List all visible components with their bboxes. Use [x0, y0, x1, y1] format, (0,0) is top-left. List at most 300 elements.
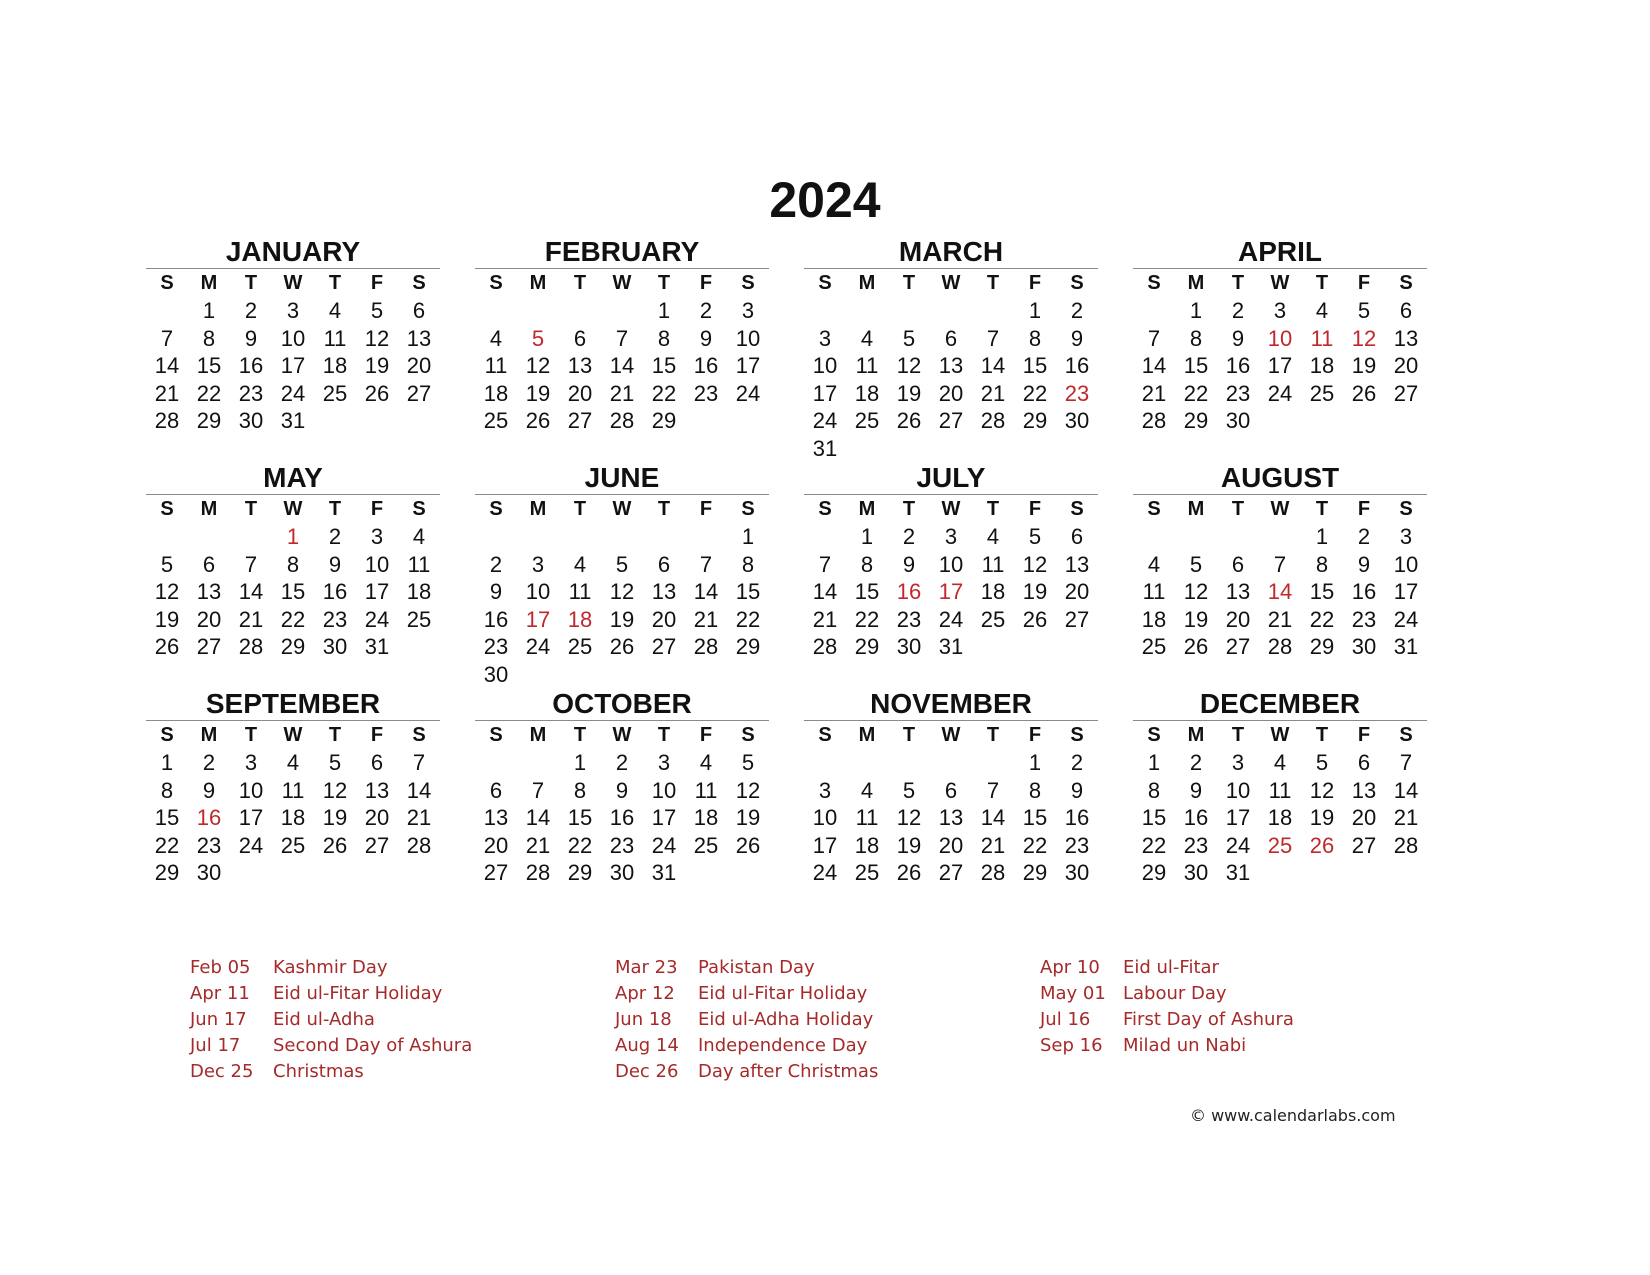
holiday-entry — [615, 955, 878, 981]
day-cell: 21 — [1393, 805, 1419, 830]
empty-cell — [804, 297, 846, 325]
day-cell: 2 — [615, 750, 629, 775]
weekday-label: T — [573, 498, 587, 520]
weekday-label: T — [1231, 724, 1245, 746]
day-cell: 25 — [1309, 380, 1335, 406]
holiday-entry — [1040, 981, 1294, 1007]
weekday-label: S — [1147, 498, 1161, 520]
day-cell: 27 — [1064, 606, 1090, 632]
weekday-header — [804, 495, 1098, 523]
day-cell: 2 — [902, 524, 916, 549]
day-cell: 1 — [1028, 298, 1042, 323]
month-april — [1133, 236, 1427, 435]
weekday-header — [1133, 269, 1427, 297]
day-cell: 15 — [196, 353, 222, 378]
day-cell: 21 — [1267, 606, 1293, 632]
day-cell: 24 — [280, 380, 306, 406]
day-cell: 24 — [1267, 380, 1293, 406]
day-cell: 16 — [238, 353, 264, 378]
weekday-label: S — [160, 498, 174, 520]
day-cell: 3 — [944, 524, 958, 549]
empty-cell — [517, 523, 559, 551]
weekday-label: F — [370, 272, 384, 294]
day-cell: 14 — [980, 353, 1006, 378]
day-cell: 19 — [609, 606, 635, 632]
weekday-label: S — [1147, 724, 1161, 746]
day-cell: 20 — [938, 832, 964, 858]
day-cell: 29 — [280, 634, 306, 659]
day-cell: 13 — [938, 805, 964, 830]
day-cell: 10 — [1225, 777, 1251, 803]
weekday-label: F — [1028, 272, 1042, 294]
day-cell: 24 — [812, 408, 838, 433]
empty-cell — [888, 749, 930, 777]
day-cell: 13 — [651, 579, 677, 604]
day-cell: 28 — [238, 634, 264, 659]
day-cell: 1 — [1028, 750, 1042, 775]
day-cell: 3 — [1399, 524, 1413, 549]
month-name: MAY — [263, 462, 323, 493]
weekday-header — [146, 495, 440, 523]
holiday-day: 12 — [1351, 325, 1377, 351]
holiday-date: Jun 18 — [615, 1009, 672, 1030]
day-cell: 30 — [1183, 860, 1209, 885]
empty-cell — [601, 297, 643, 325]
day-cell: 24 — [938, 606, 964, 632]
weekday-label: F — [1357, 724, 1371, 746]
day-cell: 1 — [657, 298, 671, 323]
day-cell: 25 — [483, 408, 509, 433]
empty-cell — [559, 523, 601, 551]
day-cell: 6 — [657, 551, 671, 577]
day-cell: 30 — [238, 408, 264, 433]
holiday-day: 18 — [567, 606, 593, 632]
month-name: FEBRUARY — [544, 236, 700, 267]
day-grid — [475, 297, 769, 435]
day-cell: 7 — [1273, 551, 1287, 577]
day-cell: 22 — [1183, 380, 1209, 406]
day-cell: 30 — [896, 634, 922, 659]
day-cell: 28 — [812, 634, 838, 659]
weekday-label: S — [412, 724, 426, 746]
weekday-label: W — [283, 724, 303, 746]
day-cell: 7 — [699, 551, 713, 577]
day-cell: 5 — [1357, 298, 1371, 323]
day-cell: 1 — [160, 750, 174, 775]
day-cell: 4 — [573, 551, 587, 577]
empty-cell — [559, 297, 601, 325]
day-cell: 23 — [1064, 832, 1090, 858]
day-cell: 11 — [855, 805, 879, 830]
holiday-date: May 01 — [1040, 983, 1106, 1004]
weekday-header — [475, 269, 769, 297]
weekday-label: S — [1147, 272, 1161, 294]
holiday-day: 23 — [1064, 380, 1090, 406]
day-cell: 19 — [896, 832, 922, 858]
day-cell: 7 — [615, 325, 629, 351]
day-cell: 25 — [1141, 634, 1167, 659]
day-cell: 28 — [1141, 408, 1167, 433]
month-name: JANUARY — [225, 236, 361, 267]
day-cell: 16 — [1351, 579, 1377, 604]
day-cell: 29 — [567, 860, 593, 885]
day-cell: 3 — [1273, 298, 1287, 323]
weekday-label: S — [489, 272, 503, 294]
day-cell: 12 — [154, 579, 180, 604]
day-cell: 21 — [154, 380, 180, 406]
day-cell: 6 — [944, 325, 958, 351]
day-cell: 3 — [818, 777, 832, 803]
day-cell: 20 — [1064, 579, 1090, 604]
day-cell: 5 — [741, 750, 755, 775]
day-cell: 20 — [364, 805, 390, 830]
weekday-label: M — [858, 724, 876, 746]
weekday-label: T — [244, 724, 258, 746]
day-cell: 21 — [980, 832, 1006, 858]
holiday-name: Eid ul-Fitar — [1123, 957, 1219, 978]
empty-cell — [475, 297, 517, 325]
copyright-footer: © www.calendarlabs.com — [1190, 1106, 1396, 1125]
day-cell: 22 — [735, 606, 761, 632]
day-cell: 2 — [699, 298, 713, 323]
day-cell: 21 — [1141, 380, 1167, 406]
day-cell: 4 — [860, 325, 874, 351]
day-cell: 23 — [483, 634, 509, 659]
empty-cell — [846, 749, 888, 777]
holiday-name: Eid ul-Adha — [273, 1009, 375, 1030]
holiday-date: Apr 10 — [1040, 957, 1100, 978]
holiday-date: Dec 26 — [615, 1061, 679, 1082]
holiday-day: 26 — [1309, 832, 1335, 858]
weekday-label: T — [1315, 724, 1329, 746]
empty-cell — [1133, 523, 1175, 551]
day-cell: 26 — [896, 408, 922, 433]
day-cell: 23 — [896, 606, 922, 632]
day-cell: 5 — [1315, 750, 1329, 775]
weekday-label: S — [1070, 272, 1084, 294]
day-cell: 14 — [980, 805, 1006, 830]
weekday-label: T — [328, 724, 342, 746]
day-cell: 14 — [1393, 777, 1419, 803]
weekday-label: F — [699, 498, 713, 520]
day-cell: 13 — [1225, 579, 1251, 604]
holiday-day: 10 — [1267, 325, 1293, 351]
day-cell: 5 — [160, 551, 174, 577]
day-cell: 26 — [1351, 380, 1377, 406]
day-cell: 12 — [896, 805, 922, 830]
day-cell: 17 — [1267, 353, 1293, 378]
weekday-label: S — [412, 498, 426, 520]
day-cell: 7 — [986, 777, 1000, 803]
month-october — [475, 688, 769, 887]
weekday-label: S — [1399, 498, 1413, 520]
weekday-label: T — [902, 724, 916, 746]
day-cell: 15 — [735, 579, 761, 604]
day-cell: 29 — [1141, 860, 1167, 885]
day-cell: 28 — [693, 634, 719, 659]
day-cell: 31 — [280, 408, 306, 433]
day-cell: 12 — [364, 325, 390, 351]
holiday-day: 17 — [525, 606, 551, 632]
day-cell: 21 — [406, 805, 432, 830]
day-cell: 15 — [1022, 805, 1048, 830]
day-grid — [1133, 297, 1427, 435]
holiday-date: Sep 16 — [1040, 1035, 1103, 1056]
weekday-label: T — [986, 498, 1000, 520]
empty-cell — [517, 297, 559, 325]
weekday-label: M — [200, 724, 218, 746]
day-cell: 17 — [1225, 805, 1251, 830]
weekday-label: S — [1070, 498, 1084, 520]
day-cell: 29 — [1022, 408, 1048, 433]
day-cell: 9 — [328, 551, 342, 577]
day-cell: 13 — [938, 353, 964, 378]
holiday-name: First Day of Ashura — [1123, 1009, 1294, 1030]
day-cell: 29 — [651, 408, 677, 433]
weekday-label: M — [858, 272, 876, 294]
day-grid — [146, 297, 440, 435]
weekday-label: F — [1357, 498, 1371, 520]
day-cell: 6 — [1399, 298, 1413, 323]
weekday-label: T — [573, 724, 587, 746]
day-cell: 23 — [609, 832, 635, 858]
holiday-entry — [190, 1059, 472, 1085]
day-cell: 6 — [489, 777, 503, 803]
day-cell: 6 — [202, 551, 216, 577]
day-cell: 2 — [489, 551, 503, 577]
day-grid — [146, 749, 440, 887]
day-cell: 17 — [812, 380, 838, 406]
day-cell: 3 — [244, 750, 258, 775]
day-cell: 16 — [1064, 353, 1090, 378]
month-august — [1133, 462, 1427, 661]
weekday-label: M — [858, 498, 876, 520]
empty-cell — [146, 297, 188, 325]
day-cell: 12 — [1183, 579, 1209, 604]
day-cell: 13 — [1351, 777, 1377, 803]
day-cell: 12 — [609, 579, 635, 604]
holiday-entry — [190, 981, 472, 1007]
day-cell: 11 — [694, 777, 718, 803]
weekday-label: S — [741, 724, 755, 746]
day-cell: 18 — [280, 805, 306, 830]
day-cell: 12 — [735, 777, 761, 803]
day-cell: 11 — [1268, 777, 1292, 803]
day-cell: 26 — [1022, 606, 1048, 632]
weekday-label: M — [529, 498, 547, 520]
holiday-day: 16 — [896, 579, 922, 604]
day-cell: 4 — [986, 524, 1000, 549]
day-cell: 21 — [812, 606, 838, 632]
day-cell: 22 — [854, 606, 880, 632]
day-cell: 24 — [735, 380, 761, 406]
weekday-label: S — [489, 724, 503, 746]
day-cell: 18 — [980, 579, 1006, 604]
day-cell: 20 — [567, 380, 593, 406]
day-cell: 22 — [1309, 606, 1335, 632]
holiday-entry — [615, 1007, 878, 1033]
day-cell: 22 — [154, 832, 180, 858]
day-cell: 15 — [854, 579, 880, 604]
day-cell: 21 — [525, 832, 551, 858]
holiday-date: Apr 12 — [615, 983, 675, 1004]
day-cell: 21 — [693, 606, 719, 632]
holiday-name: Kashmir Day — [273, 957, 388, 978]
day-cell: 7 — [244, 551, 258, 577]
empty-cell — [972, 297, 1014, 325]
day-cell: 16 — [1064, 805, 1090, 830]
weekday-label: T — [328, 498, 342, 520]
day-cell: 11 — [484, 353, 508, 378]
day-cell: 29 — [154, 860, 180, 885]
day-cell: 17 — [238, 805, 264, 830]
weekday-label: T — [244, 272, 258, 294]
day-cell: 8 — [1147, 777, 1161, 803]
day-cell: 18 — [854, 380, 880, 406]
day-grid — [804, 297, 1098, 462]
day-cell: 2 — [328, 524, 342, 549]
empty-cell — [230, 523, 272, 551]
day-cell: 8 — [573, 777, 587, 803]
month-june — [475, 462, 769, 688]
weekday-label: T — [1315, 498, 1329, 520]
day-cell: 9 — [244, 325, 258, 351]
day-cell: 7 — [986, 325, 1000, 351]
day-cell: 19 — [525, 380, 551, 406]
day-cell: 26 — [525, 408, 551, 433]
weekday-label: M — [1187, 272, 1205, 294]
day-grid — [804, 523, 1098, 661]
day-cell: 5 — [328, 750, 342, 775]
month-name: JUNE — [584, 462, 660, 493]
month-november — [804, 688, 1098, 887]
day-grid — [1133, 749, 1427, 887]
day-cell: 9 — [902, 551, 916, 577]
day-cell: 30 — [1225, 408, 1251, 433]
day-cell: 22 — [567, 832, 593, 858]
day-cell: 20 — [938, 380, 964, 406]
day-cell: 6 — [1231, 551, 1245, 577]
day-cell: 8 — [1315, 551, 1329, 577]
holiday-entry — [1040, 955, 1294, 981]
day-cell: 31 — [1393, 634, 1419, 659]
day-cell: 22 — [280, 606, 306, 632]
weekday-label: S — [1399, 724, 1413, 746]
day-cell: 19 — [154, 606, 180, 632]
day-cell: 25 — [322, 380, 348, 406]
weekday-label: T — [573, 272, 587, 294]
month-name: APRIL — [1238, 236, 1322, 267]
weekday-header — [146, 721, 440, 749]
weekday-label: T — [902, 272, 916, 294]
day-cell: 18 — [1141, 606, 1167, 632]
day-cell: 15 — [1309, 579, 1335, 604]
weekday-label: T — [657, 724, 671, 746]
weekday-label: W — [941, 724, 961, 746]
day-cell: 8 — [202, 325, 216, 351]
day-cell: 10 — [1393, 551, 1419, 577]
day-cell: 27 — [567, 408, 593, 433]
day-cell: 10 — [812, 805, 838, 830]
day-cell: 29 — [1309, 634, 1335, 659]
day-cell: 22 — [196, 380, 222, 406]
day-cell: 11 — [855, 353, 879, 378]
day-cell: 21 — [238, 606, 264, 632]
day-cell: 7 — [412, 750, 426, 775]
day-cell: 9 — [1231, 325, 1245, 351]
day-cell: 24 — [238, 832, 264, 858]
day-cell: 1 — [1315, 524, 1329, 549]
day-cell: 19 — [1351, 353, 1377, 378]
weekday-label: W — [941, 498, 961, 520]
weekday-label: S — [741, 498, 755, 520]
day-cell: 2 — [1070, 298, 1084, 323]
day-cell: 15 — [651, 353, 677, 378]
month-name: AUGUST — [1220, 462, 1340, 493]
day-cell: 3 — [818, 325, 832, 351]
day-cell: 9 — [615, 777, 629, 803]
weekday-label: S — [489, 498, 503, 520]
day-cell: 13 — [567, 353, 593, 378]
day-cell: 15 — [280, 579, 306, 604]
day-cell: 2 — [1189, 750, 1203, 775]
weekday-label: T — [328, 272, 342, 294]
weekday-label: S — [160, 724, 174, 746]
day-cell: 18 — [406, 579, 432, 604]
holiday-column — [190, 955, 472, 1085]
holiday-entry — [190, 1033, 472, 1059]
day-cell: 17 — [812, 832, 838, 858]
month-name: NOVEMBER — [870, 688, 1032, 719]
weekday-label: S — [160, 272, 174, 294]
day-cell: 5 — [1189, 551, 1203, 577]
day-cell: 25 — [693, 832, 719, 858]
day-cell: 7 — [160, 325, 174, 351]
weekday-label: M — [200, 272, 218, 294]
weekday-label: T — [1231, 272, 1245, 294]
month-name: SEPTEMBER — [205, 688, 381, 719]
day-cell: 4 — [286, 750, 300, 775]
day-cell: 6 — [573, 325, 587, 351]
day-cell: 24 — [651, 832, 677, 858]
day-cell: 23 — [1351, 606, 1377, 632]
day-cell: 3 — [370, 524, 384, 549]
day-cell: 16 — [693, 353, 719, 378]
day-cell: 16 — [483, 606, 509, 632]
holiday-date: Feb 05 — [190, 957, 251, 978]
day-grid — [804, 749, 1098, 887]
day-cell: 3 — [657, 750, 671, 775]
day-cell: 18 — [322, 353, 348, 378]
empty-cell — [846, 297, 888, 325]
day-cell: 28 — [980, 408, 1006, 433]
day-cell: 12 — [525, 353, 551, 378]
weekday-label: M — [529, 724, 547, 746]
day-cell: 12 — [896, 353, 922, 378]
weekday-label: T — [1231, 498, 1245, 520]
holiday-name: Pakistan Day — [698, 957, 815, 978]
weekday-label: F — [1028, 498, 1042, 520]
day-cell: 17 — [364, 579, 390, 604]
day-cell: 20 — [1351, 805, 1377, 830]
day-cell: 23 — [238, 380, 264, 406]
day-cell: 29 — [735, 634, 761, 659]
empty-cell — [1217, 523, 1259, 551]
day-cell: 26 — [735, 832, 761, 858]
weekday-label: T — [657, 272, 671, 294]
holiday-entry — [1040, 1033, 1294, 1059]
weekday-label: W — [283, 498, 303, 520]
